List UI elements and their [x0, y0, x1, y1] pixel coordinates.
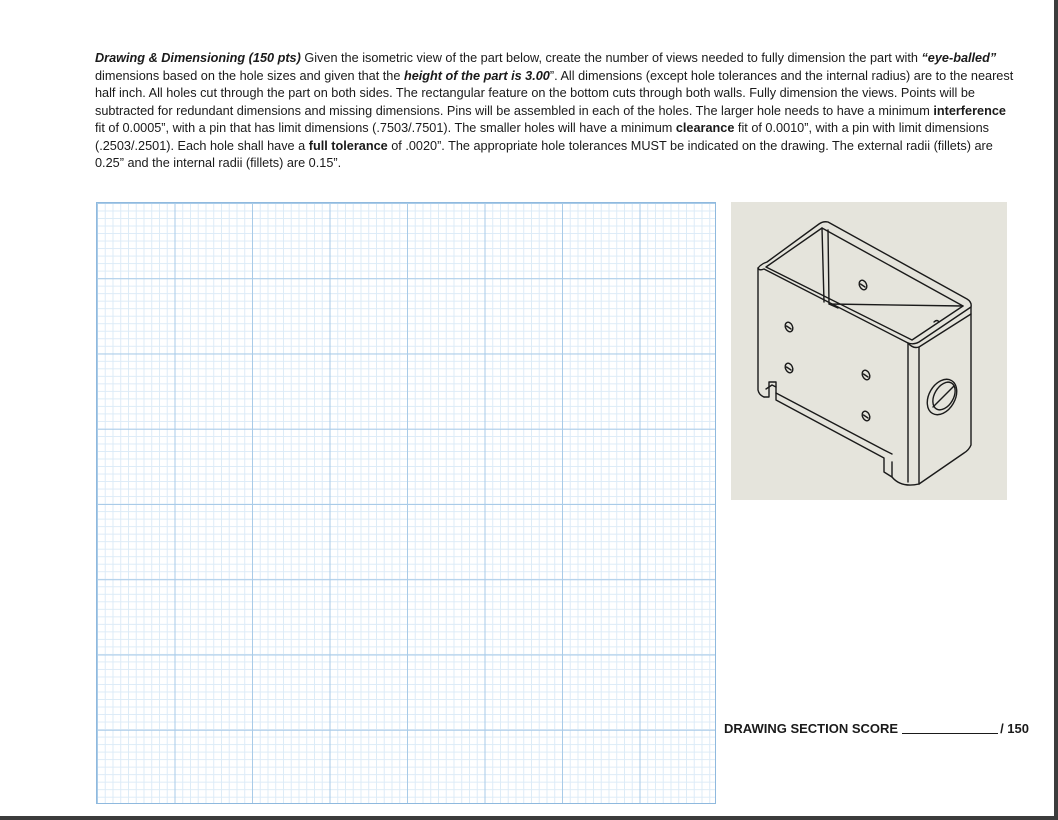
instruction-text-2: dimensions based on the hole sizes and given that the	[95, 68, 404, 83]
problem-instructions	[95, 50, 1015, 173]
full-tolerance-emphasis: full tolerance	[308, 138, 388, 153]
interference-emphasis: interference	[933, 103, 1006, 118]
instruction-text-3: ”. All dimensions (except hole tolerances and the internal radius) are to the nearest half inch. All holes cut through the part on both sides. The rectangular feature on the bottom cuts through both walls. Fully dimension the views. Points will be subtracted for redundant dimensions and missing dimensions. Pins will be assembled in each of the holes. The larger hole needs to have a minimum	[95, 68, 1014, 118]
clearance-emphasis: clearance	[675, 121, 735, 135]
isometric-part-drawing	[731, 202, 1007, 500]
drawing-section-score	[724, 721, 1029, 736]
instruction-text-5: fit of 0.0010”, with a pin with limit dimensions (.2503/.2501). Each hole shall have a	[95, 121, 989, 153]
instruction-text-1: Given the isometric view of the part below, create the number of views needed to fully dimension the part with	[300, 51, 922, 65]
score-total: / 150	[1000, 721, 1029, 736]
instruction-text-6: of .0020”. The appropriate hole tolerances MUST be indicated on the drawing. The external radii (fillets) are 0.25” and the internal radii (fillets) are 0.15”.	[95, 138, 993, 170]
score-blank-field[interactable]	[902, 733, 998, 734]
instruction-text-4: fit of 0.0005”, with a pin that has limit dimensions (.7503/.7501). The smaller holes will have a minimum	[95, 121, 676, 135]
problem-title: Drawing & Dimensioning (150 pts)	[95, 51, 301, 65]
eyeballed-emphasis: “eye-balled”	[921, 51, 997, 65]
isometric-view-panel	[731, 202, 1007, 500]
height-emphasis: height of the part is 3.00	[403, 68, 550, 83]
drawing-grid-paper[interactable]	[96, 202, 716, 804]
score-label: DRAWING SECTION SCORE	[724, 721, 899, 736]
